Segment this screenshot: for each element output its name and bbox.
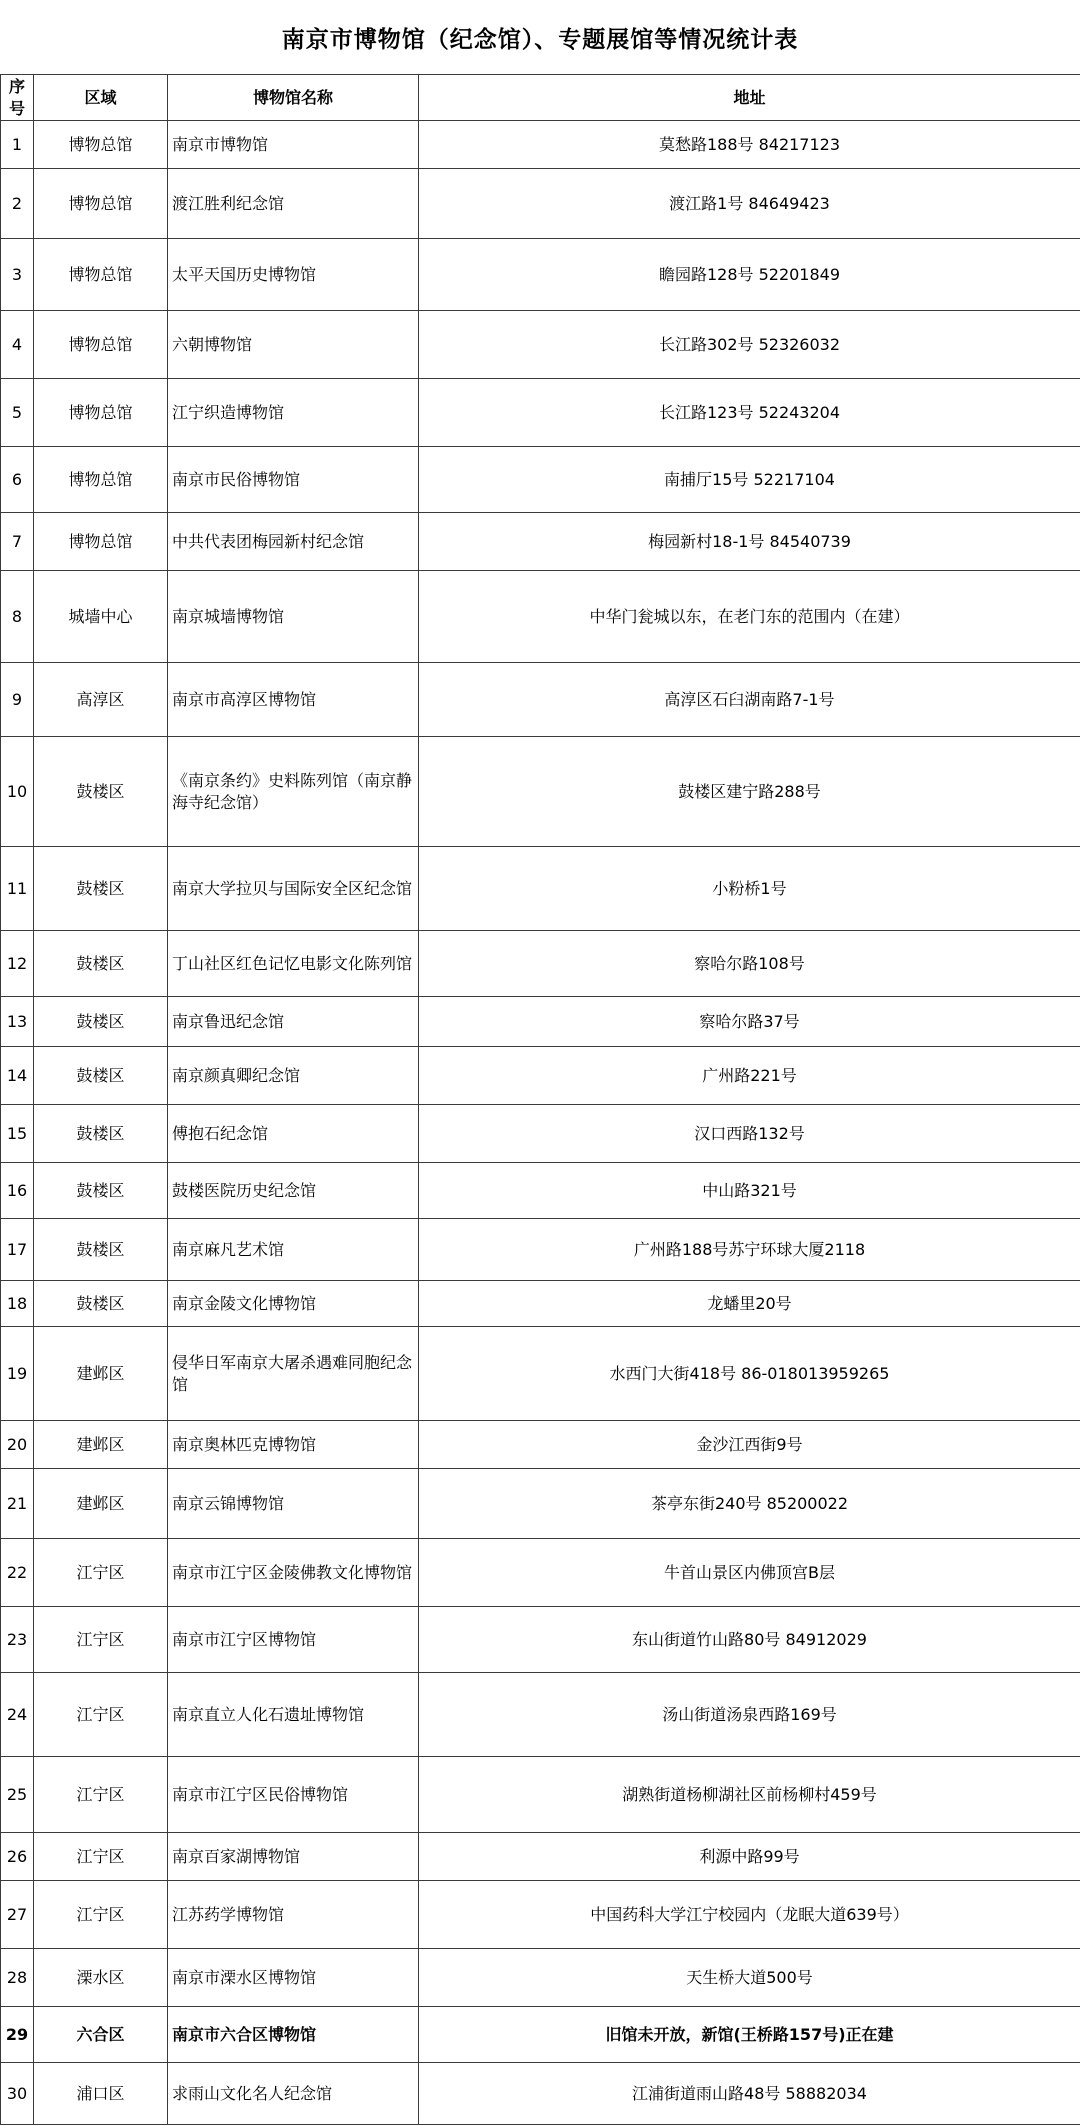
row-index: 14 bbox=[1, 1047, 34, 1105]
row-index: 3 bbox=[1, 239, 34, 311]
row-region: 鼓楼区 bbox=[34, 737, 168, 847]
row-museum-name: 南京市博物馆 bbox=[168, 121, 419, 169]
row-index: 28 bbox=[1, 1949, 34, 2007]
row-address: 南捕厅15号 52217104 bbox=[419, 447, 1080, 513]
row-address: 利源中路99号 bbox=[419, 1833, 1080, 1881]
row-region: 江宁区 bbox=[34, 1757, 168, 1833]
row-museum-name: 南京云锦博物馆 bbox=[168, 1469, 419, 1539]
row-index: 19 bbox=[1, 1327, 34, 1421]
row-address: 汉口西路132号 bbox=[419, 1105, 1080, 1163]
table-row bbox=[1, 2063, 1080, 2125]
row-museum-name: 南京直立人化石遗址博物馆 bbox=[168, 1673, 419, 1757]
row-museum-name: 六朝博物馆 bbox=[168, 311, 419, 379]
table-row bbox=[1, 1757, 1080, 1833]
row-museum-name: 南京市江宁区博物馆 bbox=[168, 1607, 419, 1673]
row-index: 24 bbox=[1, 1673, 34, 1757]
table-row bbox=[1, 1163, 1080, 1219]
row-museum-name: 南京市民俗博物馆 bbox=[168, 447, 419, 513]
row-address: 高淳区石臼湖南路7-1号 bbox=[419, 663, 1080, 737]
row-index: 21 bbox=[1, 1469, 34, 1539]
row-address: 莫愁路188号 84217123 bbox=[419, 121, 1080, 169]
table-row bbox=[1, 169, 1080, 239]
table-row bbox=[1, 2007, 1080, 2063]
table-row bbox=[1, 311, 1080, 379]
row-region: 高淳区 bbox=[34, 663, 168, 737]
row-region: 博物总馆 bbox=[34, 239, 168, 311]
row-museum-name: 南京鲁迅纪念馆 bbox=[168, 997, 419, 1047]
table-row bbox=[1, 447, 1080, 513]
row-museum-name: 侵华日军南京大屠杀遇难同胞纪念馆 bbox=[168, 1327, 419, 1421]
row-region: 建邺区 bbox=[34, 1327, 168, 1421]
row-address: 鼓楼区建宁路288号 bbox=[419, 737, 1080, 847]
row-museum-name: 南京市六合区博物馆 bbox=[168, 2007, 419, 2063]
table-row bbox=[1, 997, 1080, 1047]
row-region: 浦口区 bbox=[34, 2063, 168, 2125]
row-museum-name: 南京奥林匹克博物馆 bbox=[168, 1421, 419, 1469]
row-address: 金沙江西街9号 bbox=[419, 1421, 1080, 1469]
table-row bbox=[1, 1949, 1080, 2007]
header-index: 序号 bbox=[1, 75, 34, 121]
row-region: 建邺区 bbox=[34, 1469, 168, 1539]
row-address: 旧馆未开放，新馆(王桥路157号)正在建 bbox=[419, 2007, 1080, 2063]
row-index: 18 bbox=[1, 1281, 34, 1327]
row-address: 察哈尔路108号 bbox=[419, 931, 1080, 997]
table-row bbox=[1, 239, 1080, 311]
row-museum-name: 南京市江宁区金陵佛教文化博物馆 bbox=[168, 1539, 419, 1607]
row-region: 江宁区 bbox=[34, 1607, 168, 1673]
row-address: 汤山街道汤泉西路169号 bbox=[419, 1673, 1080, 1757]
row-address: 小粉桥1号 bbox=[419, 847, 1080, 931]
row-region: 博物总馆 bbox=[34, 379, 168, 447]
table-row bbox=[1, 737, 1080, 847]
row-region: 鼓楼区 bbox=[34, 1219, 168, 1281]
row-address: 天生桥大道500号 bbox=[419, 1949, 1080, 2007]
row-index: 12 bbox=[1, 931, 34, 997]
row-index: 23 bbox=[1, 1607, 34, 1673]
row-region: 博物总馆 bbox=[34, 169, 168, 239]
header-museum-name: 博物馆名称 bbox=[168, 75, 419, 121]
row-index: 15 bbox=[1, 1105, 34, 1163]
row-region: 城墙中心 bbox=[34, 571, 168, 663]
table-row bbox=[1, 1881, 1080, 1949]
table-row bbox=[1, 1833, 1080, 1881]
row-museum-name: 南京百家湖博物馆 bbox=[168, 1833, 419, 1881]
row-museum-name: 南京市溧水区博物馆 bbox=[168, 1949, 419, 2007]
museum-table bbox=[0, 74, 1080, 2125]
row-region: 鼓楼区 bbox=[34, 1105, 168, 1163]
row-museum-name: 太平天国历史博物馆 bbox=[168, 239, 419, 311]
row-region: 建邺区 bbox=[34, 1421, 168, 1469]
table-row bbox=[1, 1421, 1080, 1469]
table-row bbox=[1, 1607, 1080, 1673]
row-address: 广州路188号苏宁环球大厦2118 bbox=[419, 1219, 1080, 1281]
row-region: 博物总馆 bbox=[34, 513, 168, 571]
table-row bbox=[1, 1105, 1080, 1163]
row-index: 9 bbox=[1, 663, 34, 737]
row-region: 鼓楼区 bbox=[34, 997, 168, 1047]
row-address: 察哈尔路37号 bbox=[419, 997, 1080, 1047]
row-museum-name: 求雨山文化名人纪念馆 bbox=[168, 2063, 419, 2125]
row-address: 牛首山景区内佛顶宫B层 bbox=[419, 1539, 1080, 1607]
row-museum-name: 江苏药学博物馆 bbox=[168, 1881, 419, 1949]
row-region: 江宁区 bbox=[34, 1673, 168, 1757]
row-museum-name: 南京市高淳区博物馆 bbox=[168, 663, 419, 737]
row-index: 25 bbox=[1, 1757, 34, 1833]
table-row bbox=[1, 379, 1080, 447]
row-address: 江浦街道雨山路48号 58882034 bbox=[419, 2063, 1080, 2125]
table-row bbox=[1, 121, 1080, 169]
row-region: 江宁区 bbox=[34, 1833, 168, 1881]
table-row bbox=[1, 847, 1080, 931]
table-row bbox=[1, 513, 1080, 571]
row-address: 茶亭东街240号 85200022 bbox=[419, 1469, 1080, 1539]
row-address: 中山路321号 bbox=[419, 1163, 1080, 1219]
row-address: 水西门大街418号 86-018013959265 bbox=[419, 1327, 1080, 1421]
row-index: 20 bbox=[1, 1421, 34, 1469]
row-region: 博物总馆 bbox=[34, 311, 168, 379]
row-index: 10 bbox=[1, 737, 34, 847]
row-index: 16 bbox=[1, 1163, 34, 1219]
row-index: 22 bbox=[1, 1539, 34, 1607]
row-museum-name: 丁山社区红色记忆电影文化陈列馆 bbox=[168, 931, 419, 997]
table-row bbox=[1, 1327, 1080, 1421]
header-address: 地址 bbox=[419, 75, 1080, 121]
row-museum-name: 《南京条约》史料陈列馆（南京静海寺纪念馆） bbox=[168, 737, 419, 847]
row-address: 长江路123号 52243204 bbox=[419, 379, 1080, 447]
row-address: 梅园新村18-1号 84540739 bbox=[419, 513, 1080, 571]
table-row bbox=[1, 1673, 1080, 1757]
row-index: 29 bbox=[1, 2007, 34, 2063]
row-museum-name: 南京城墙博物馆 bbox=[168, 571, 419, 663]
row-address: 广州路221号 bbox=[419, 1047, 1080, 1105]
row-address: 瞻园路128号 52201849 bbox=[419, 239, 1080, 311]
header-row bbox=[1, 75, 1080, 121]
row-index: 26 bbox=[1, 1833, 34, 1881]
row-region: 六合区 bbox=[34, 2007, 168, 2063]
row-address: 长江路302号 52326032 bbox=[419, 311, 1080, 379]
row-region: 鼓楼区 bbox=[34, 1163, 168, 1219]
row-region: 溧水区 bbox=[34, 1949, 168, 2007]
table-row bbox=[1, 1469, 1080, 1539]
row-index: 2 bbox=[1, 169, 34, 239]
row-region: 鼓楼区 bbox=[34, 1047, 168, 1105]
row-museum-name: 南京市江宁区民俗博物馆 bbox=[168, 1757, 419, 1833]
row-region: 博物总馆 bbox=[34, 121, 168, 169]
row-museum-name: 南京麻凡艺术馆 bbox=[168, 1219, 419, 1281]
row-region: 江宁区 bbox=[34, 1539, 168, 1607]
row-museum-name: 渡江胜利纪念馆 bbox=[168, 169, 419, 239]
row-museum-name: 鼓楼医院历史纪念馆 bbox=[168, 1163, 419, 1219]
table-row bbox=[1, 1047, 1080, 1105]
row-region: 鼓楼区 bbox=[34, 931, 168, 997]
row-index: 7 bbox=[1, 513, 34, 571]
page-title: 南京市博物馆（纪念馆）、专题展馆等情况统计表 bbox=[281, 26, 799, 53]
table-body bbox=[1, 121, 1080, 2125]
row-index: 17 bbox=[1, 1219, 34, 1281]
row-museum-name: 南京金陵文化博物馆 bbox=[168, 1281, 419, 1327]
row-address: 中华门瓮城以东，在老门东的范围内（在建） bbox=[419, 571, 1080, 663]
table-row bbox=[1, 1219, 1080, 1281]
row-museum-name: 中共代表团梅园新村纪念馆 bbox=[168, 513, 419, 571]
header-region: 区域 bbox=[34, 75, 168, 121]
row-index: 30 bbox=[1, 2063, 34, 2125]
row-index: 11 bbox=[1, 847, 34, 931]
row-region: 江宁区 bbox=[34, 1881, 168, 1949]
row-address: 湖熟街道杨柳湖社区前杨柳村459号 bbox=[419, 1757, 1080, 1833]
row-region: 鼓楼区 bbox=[34, 847, 168, 931]
table-row bbox=[1, 1539, 1080, 1607]
row-museum-name: 南京颜真卿纪念馆 bbox=[168, 1047, 419, 1105]
row-address: 龙蟠里20号 bbox=[419, 1281, 1080, 1327]
row-index: 6 bbox=[1, 447, 34, 513]
row-index: 1 bbox=[1, 121, 34, 169]
table-row bbox=[1, 1281, 1080, 1327]
table-row bbox=[1, 931, 1080, 997]
table-row bbox=[1, 663, 1080, 737]
row-region: 博物总馆 bbox=[34, 447, 168, 513]
row-address: 东山街道竹山路80号 84912029 bbox=[419, 1607, 1080, 1673]
row-address: 中国药科大学江宁校园内（龙眠大道639号） bbox=[419, 1881, 1080, 1949]
row-region: 鼓楼区 bbox=[34, 1281, 168, 1327]
row-museum-name: 南京大学拉贝与国际安全区纪念馆 bbox=[168, 847, 419, 931]
row-index: 13 bbox=[1, 997, 34, 1047]
table-row bbox=[1, 571, 1080, 663]
row-address: 渡江路1号 84649423 bbox=[419, 169, 1080, 239]
row-museum-name: 傅抱石纪念馆 bbox=[168, 1105, 419, 1163]
row-museum-name: 江宁织造博物馆 bbox=[168, 379, 419, 447]
row-index: 5 bbox=[1, 379, 34, 447]
row-index: 27 bbox=[1, 1881, 34, 1949]
row-index: 4 bbox=[1, 311, 34, 379]
row-index: 8 bbox=[1, 571, 34, 663]
